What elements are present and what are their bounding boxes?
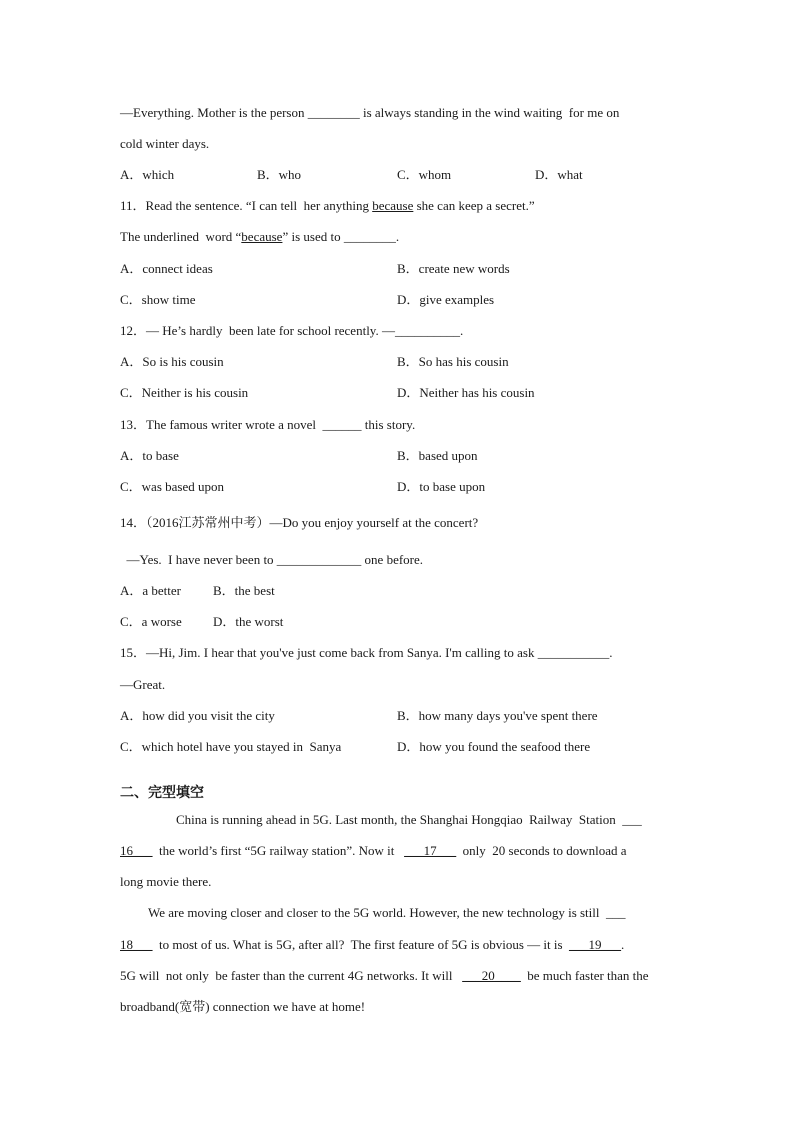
blank-20[interactable]: ___20____	[462, 968, 521, 983]
q15-line2: —Great.	[120, 677, 166, 692]
cloze-p2-line2-text: to most of us. What is 5G, after all? The first feature of 5G is obvious — it is	[152, 937, 570, 952]
blank-16-part2[interactable]: 16___	[120, 843, 153, 858]
cloze-p2-line3-text: 5G will not only be faster than the current 4G networks. It will	[120, 968, 463, 983]
q13-option-b[interactable]: B．based upon	[397, 448, 478, 463]
blank-18-part2[interactable]: 18___	[120, 937, 153, 952]
q11-option-d[interactable]: D．give examples	[397, 292, 495, 307]
q12-option-d[interactable]: D．Neither has his cousin	[397, 385, 535, 400]
q15-option-b[interactable]: B．how many days you've spent there	[397, 708, 598, 723]
blank-18-part1[interactable]: ___	[606, 905, 626, 920]
q11-underlined-word: because	[372, 198, 414, 213]
q11-line2-post: ” is used to ________.	[282, 229, 400, 244]
blank-16-part1[interactable]: ___	[622, 812, 642, 827]
q15-line1: 15．—Hi, Jim. I hear that you've just come back from Sanya. I'm calling to ask ___________.	[120, 645, 613, 660]
q13-option-d[interactable]: D．to base upon	[397, 479, 486, 494]
section-heading: 二、完型填空	[120, 785, 204, 801]
blank-17[interactable]: ___17___	[404, 843, 457, 858]
q13-option-c[interactable]: C．was based upon	[120, 479, 224, 494]
cloze-p2-text: We are moving closer and closer to the 5G world. However, the new technology is still	[148, 905, 607, 920]
q15-option-a[interactable]: A．how did you visit the city	[120, 708, 275, 723]
q11-option-b[interactable]: B．create new words	[397, 261, 510, 276]
cloze-p1-line3: long movie there.	[120, 874, 212, 889]
q12-option-a[interactable]: A．So is his cousin	[120, 354, 224, 369]
cloze-p2-line2	[120, 937, 624, 953]
blank-19-period: .	[621, 937, 625, 952]
q11-text-post: she can keep a secret.”	[413, 198, 535, 213]
q12-option-c[interactable]: C．Neither is his cousin	[120, 385, 249, 400]
cloze-p2-line1	[148, 905, 626, 921]
q10-option-d[interactable]: D．what	[535, 167, 583, 182]
q10-line1: —Everything. Mother is the person ________ is always standing in the wind waiting for me on	[120, 105, 620, 120]
q10-option-a[interactable]: A．which	[120, 167, 175, 182]
q12-option-b[interactable]: B．So has his cousin	[397, 354, 509, 369]
q14-option-c[interactable]: C．a worse	[120, 614, 182, 629]
cloze-p2-line3-end: be much faster than the	[520, 968, 649, 983]
q11-option-c[interactable]: C．show time	[120, 292, 196, 307]
q11-option-a[interactable]: A．connect ideas	[120, 261, 213, 276]
q10-option-c[interactable]: C．whom	[397, 167, 452, 182]
cloze-p1-text: China is running ahead in 5G. Last month, the Shanghai Hongqiao Railway Station	[176, 812, 623, 827]
q11-line1	[120, 198, 535, 214]
q13-line1: 13．The famous writer wrote a novel ______ this story.	[120, 417, 416, 432]
q15-option-c[interactable]: C．which hotel have you stayed in Sanya	[120, 739, 342, 754]
q11-line2-pre: The underlined word “	[120, 229, 242, 244]
cloze-p2-line3	[120, 968, 649, 984]
q10-option-b[interactable]: B．who	[257, 167, 302, 182]
cloze-p1-line2-end: only 20 seconds to download a	[456, 843, 627, 858]
cloze-p1-line2	[120, 843, 627, 859]
q11-line2-underlined-word: because	[241, 229, 283, 244]
q10-line2: cold winter days.	[120, 136, 210, 151]
q11-line2	[120, 229, 399, 245]
q14-option-d[interactable]: D．the worst	[213, 614, 284, 629]
cloze-p2-line4: broadband(宽带) connection we have at home!	[120, 999, 366, 1014]
q14-line2: —Yes. I have never been to _____________ one before.	[120, 552, 424, 567]
q14-line1: 14．（2016江苏常州中考）—Do you enjoy yourself at the concert?	[120, 515, 479, 530]
q14-option-b[interactable]: B．the best	[213, 583, 275, 598]
q13-option-a[interactable]: A．to base	[120, 448, 179, 463]
blank-19[interactable]: ___19___	[569, 937, 622, 952]
q14-option-a[interactable]: A．a better	[120, 583, 182, 598]
cloze-p1-line1	[176, 812, 642, 828]
cloze-p1-line2-text: the world’s first “5G railway station”. Now it	[152, 843, 405, 858]
q11-text-pre: 11．Read the sentence. “I can tell her anything	[120, 198, 373, 213]
q15-option-d[interactable]: D．how you found the seafood there	[397, 739, 591, 754]
q12-line1: 12．— He’s hardly been late for school recently. —__________.	[120, 323, 464, 338]
